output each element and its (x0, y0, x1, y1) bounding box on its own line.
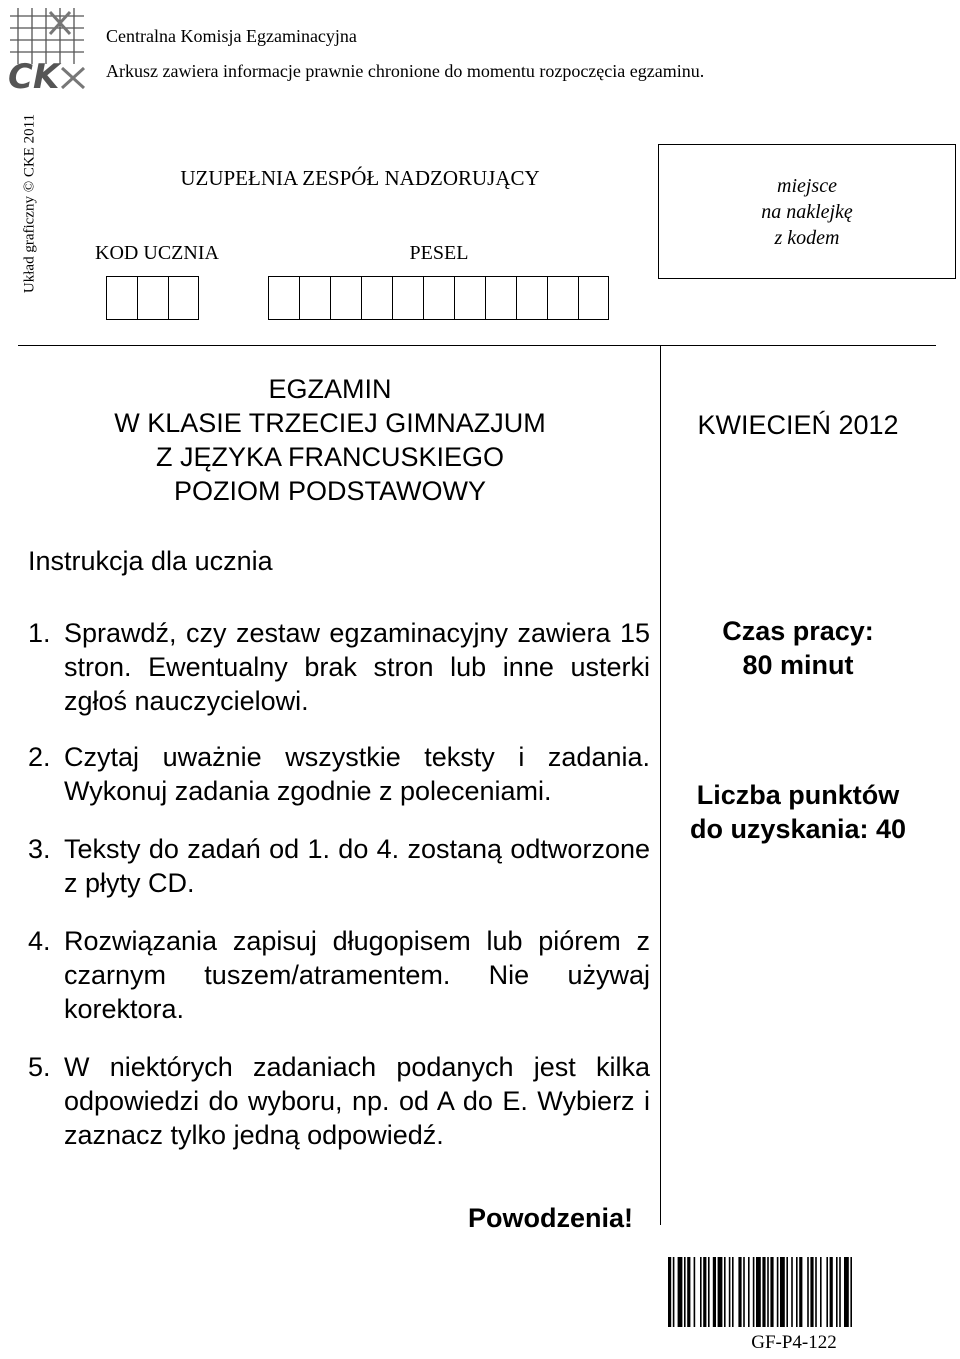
barcode-bar (815, 1257, 817, 1327)
barcode-bar (718, 1257, 723, 1327)
barcode-bar (770, 1257, 773, 1327)
pesel-label: PESEL (409, 242, 469, 264)
barcode-bar (826, 1257, 828, 1327)
sticker-line-1: miejsce (777, 174, 837, 197)
exam-title-line-3: Z JĘZYKA FRANCUSKIEGO (155, 442, 505, 472)
instruction-item-3 (28, 832, 650, 900)
barcode-bar (810, 1257, 813, 1327)
pesel-box (361, 276, 392, 320)
barcode-bar (791, 1257, 793, 1327)
cke-logo (4, 4, 90, 92)
student-code-box (137, 276, 168, 320)
pesel-box (547, 276, 578, 320)
barcode-bar (673, 1257, 675, 1327)
barcode-bar (799, 1257, 802, 1327)
barcode-image (668, 1257, 920, 1327)
barcode-bar (844, 1257, 849, 1327)
instruction-item-2 (28, 740, 650, 808)
work-time-label: Czas pracy: (722, 616, 874, 646)
barcode-bar (729, 1257, 731, 1327)
points-label: Liczba punktów (696, 780, 900, 810)
barcode-bar (780, 1257, 785, 1327)
instruction-number: 4. (28, 926, 51, 956)
instructions-heading: Instrukcja dla ucznia (28, 546, 273, 576)
barcode-bar (708, 1257, 710, 1327)
exam-date: KWIECIEŃ 2012 (697, 410, 899, 440)
work-time-info (662, 614, 934, 682)
points-value: do uzyskania: 40 (689, 814, 907, 844)
supervisors-section-title: UZUPEŁNIA ZESPÓŁ NADZORUJĄCY (180, 166, 540, 190)
instruction-number: 5. (28, 1052, 51, 1082)
barcode-bar (836, 1257, 838, 1327)
barcode-bar (678, 1257, 683, 1327)
barcode-bar (687, 1257, 690, 1327)
pesel-box (516, 276, 547, 320)
student-code-label: KOD UCZNIA (95, 242, 219, 264)
barcode-bar (756, 1257, 761, 1327)
barcode-bar (850, 1257, 852, 1327)
instruction-text: Sprawdź, czy zestaw egzaminacyjny zawiera 15 stron. Ewentualny brak stron lub inne usterki zgłoś nauczycielowi. (64, 618, 650, 716)
institution-name: Centralna Komisja Egzaminacyjna (106, 26, 357, 46)
confidentiality-notice: Arkusz zawiera informacje prawnie chronione do momentu rozpoczęcia egzaminu. (106, 61, 705, 81)
barcode-bar (724, 1257, 726, 1327)
instruction-text: W niektórych zadaniach podanych jest kilka odpowiedzi do wyboru, np. od A do E. Wybierz i zaznacz tylko jedną odpowiedź. (64, 1052, 650, 1150)
horizontal-divider (18, 345, 936, 346)
barcode-bar (684, 1257, 686, 1327)
barcode-bar (753, 1257, 755, 1327)
barcode-bar (767, 1257, 769, 1327)
barcode-code: GF-P4-122 (751, 1332, 837, 1353)
points-info (662, 778, 934, 846)
barcode-bar (703, 1257, 706, 1327)
logo-letters: CK (8, 57, 60, 92)
exam-title-line-4: POZIOM PODSTAWOWY (174, 476, 486, 506)
barcode-bar (713, 1257, 716, 1327)
barcode-bar (830, 1257, 833, 1327)
instruction-number: 1. (28, 618, 51, 648)
pesel-box (330, 276, 361, 320)
barcode-bar (743, 1257, 745, 1327)
pesel-box (454, 276, 485, 320)
sticker-line-3: z kodem (774, 226, 840, 249)
instruction-item-1 (28, 616, 650, 718)
barcode-bar (777, 1257, 779, 1327)
pesel-box (485, 276, 516, 320)
barcode-bar (748, 1257, 750, 1327)
barcode-bar (807, 1257, 809, 1327)
pesel-box (578, 276, 609, 320)
pesel-box (268, 276, 299, 320)
instruction-item-5 (28, 1050, 650, 1152)
instruction-item-4 (28, 924, 650, 1026)
student-code-box (168, 276, 199, 320)
barcode-bar (738, 1257, 741, 1327)
instruction-number: 3. (28, 834, 51, 864)
exam-title (40, 372, 620, 508)
barcode-bar (796, 1257, 798, 1327)
pesel-boxes (268, 276, 609, 320)
sticker-line-2: na naklejkę (761, 200, 853, 223)
instruction-text: Rozwiązania zapisuj długopisem lub piórem z czarnym tuszem/atramentem. Nie używaj korektora. (64, 926, 650, 1024)
barcode-bar (762, 1257, 765, 1327)
student-code-boxes (106, 276, 199, 320)
pesel-box (392, 276, 423, 320)
barcode-bar (786, 1257, 788, 1327)
barcode-bar (668, 1257, 671, 1327)
instruction-text: Czytaj uważnie wszystkie teksty i zadania. Wykonuj zadania zgodnie z poleceniami. (64, 742, 650, 806)
exam-title-line-1: EGZAMIN (268, 374, 392, 404)
exam-title-line-2: W KLASIE TRZECIEJ GIMNAZJUM (114, 408, 546, 438)
instruction-number: 2. (28, 742, 51, 772)
barcode-bar (839, 1257, 841, 1327)
barcode-bar (700, 1257, 702, 1327)
pesel-box (299, 276, 330, 320)
barcode-bar (694, 1257, 696, 1327)
graphic-layout-credit: Układ graficzny © CKE 2011 (21, 113, 38, 294)
barcode-bar (732, 1257, 734, 1327)
vertical-divider (660, 345, 661, 1225)
barcode-bar (820, 1257, 822, 1327)
good-luck-text: Powodzenia! (468, 1203, 634, 1233)
instruction-text: Teksty do zadań od 1. do 4. zostaną odtworzone z płyty CD. (64, 834, 650, 898)
work-time-value: 80 minut (742, 650, 854, 680)
pesel-box (423, 276, 454, 320)
student-code-box (106, 276, 137, 320)
barcode-sticker-area (658, 144, 956, 279)
